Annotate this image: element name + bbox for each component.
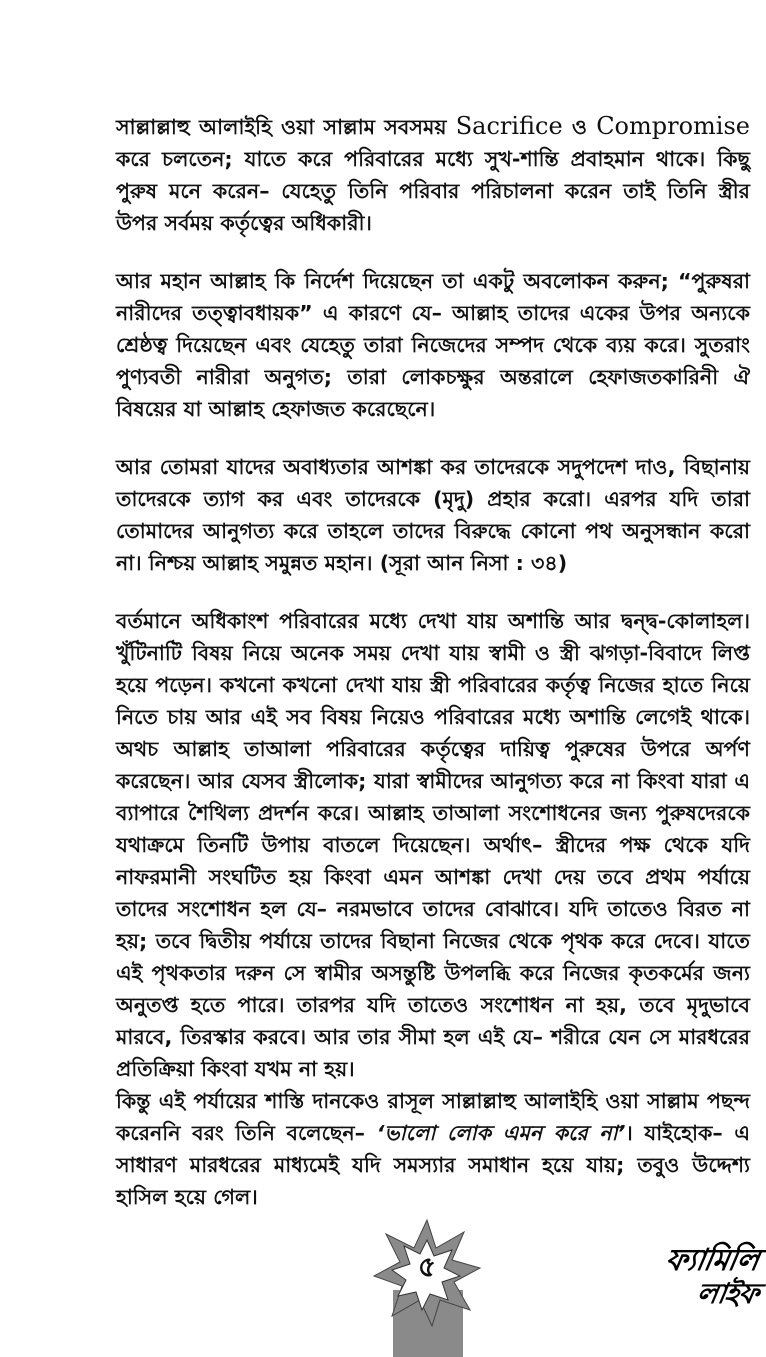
hadith-quote: ‘ভালো লোক এমন করে না’ xyxy=(376,1121,626,1145)
brand-logo xyxy=(648,1243,762,1320)
paragraph-5-part-1: কিন্তু এই পর্যায়ের শাস্তি দানকেও রাসূল সাল্লাল্লাহু আলাইহি ওয়া সাল্লাম পছন্দ করেননি বরং তিনি বলেছেন– xyxy=(116,1089,750,1145)
page-number: ৫ xyxy=(417,1250,437,1283)
brand-logo-line-1: ফ্যামিলি xyxy=(662,1243,762,1278)
paragraph-1-part-2: ও xyxy=(562,115,597,139)
paragraph-5-part-2: । যাইহোক– এ সাধারণ মারধরের মাধ্যমেই যদি সমস্যার সমাধান হয়ে যায়; তবুও উদ্দেশ্য হাসিল হয়ে গেল। xyxy=(116,1121,750,1209)
paragraph-1 xyxy=(116,110,750,239)
paragraph-4: বর্তমানে অধিকাংশ পরিবারের মধ্যে দেখা যায় অশান্তি আর দ্বন্দ্ব-কোলাহল। খুঁটিনাটি বিষয় নিয়ে অনেক সময় দেখা যায় স্বামী ও স্ত্রী ঝগড়া-বিবাদে লিপ্ত হয়ে পড়েন। কখনো কখনো দেখা যায় স্ত্রী পরিবারের কর্তৃত্ব নিজের হাতে নিয়ে নিতে চায় আর এই সব বিষয় নিয়েও পরিবারের মধ্যে অশান্তি লেগেই থাকে। অথচ আল্লাহ তাআলা পরিবারের কর্তৃত্বের দায়িত্ব পুরুষের উপরে অর্পণ করেছেন। আর যেসব স্ত্রীলোক; যারা স্বামীদের আনুগত্য করে না কিংবা যারা এ ব্যাপারে শৈথিল্য প্রদর্শন করে। আল্লাহ তাআলা সংশোধনের জন্য পুরুষদেরকে যথাক্রমে তিনটি উপায় বাতলে দিয়েছেন। অর্থাৎ– স্ত্রীদের পক্ষ থেকে যদি নাফরমানী সংঘটিত হয় কিংবা এমন আশঙ্কা দেখা দেয় তবে প্রথম পর্যায়ে তাদের সংশোধন হল যে– নরমভাবে তাদের বোঝাবে। যদি তাতেও বিরত না হয়; তবে দ্বিতীয় পর্যায়ে তাদের বিছানা নিজের থেকে পৃথক করে দেবে। যাতে এই পৃথকতার দরুন সে স্বামীর অসন্তুষ্টি উপলব্ধি করে নিজের কৃতকর্মের জন্য অনুতপ্ত হতে পারে। তারপর যদি তাতেও সংশোধন না হয়, তবে মৃদুভাবে মারবে, তিরস্কার করবে। আর তার সীমা হল এই যে– শরীরে যেন সে মারধরের প্রতিক্রিয়া কিংবা যখম না হয়। xyxy=(116,609,750,1081)
paragraph-1-part-3: করে চলতেন; যাতে করে পরিবারের মধ্যে সুখ-শান্তি প্রবাহমান থাকে। কিছু পুরুষ মনে করেন– যেহেতু তিনি পরিবার পরিচালনা করেন তাই তিনি স্ত্রীর উপর সর্বময় কর্তৃত্বের অধিকারী। xyxy=(116,147,750,235)
term-sacrifice: Sacrifice xyxy=(455,112,563,140)
paragraph-5 xyxy=(116,1085,750,1213)
paragraph-2: আর মহান আল্লাহ কি নির্দেশ দিয়েছেন তা একটু অবলোকন করুন; “পুরুষরা নারীদের তত্ত্বাবধায়ক” এ কারণে যে– আল্লাহ তাদের একের উপর অন্যকে শ্রেষ্ঠত্ব দিয়েছেন এবং যেহেতু তারা নিজেদের সম্পদ থেকে ব্যয় করে। সুতরাং পুণ্যবতী নারীরা অনুগত; তারা লোকচক্ষুর অন্তরালে হেফাজতকারিনী ঐ বিষয়ের যা আল্লাহ হেফাজত করেছেনে। xyxy=(116,269,750,421)
term-compromise: Compromise xyxy=(596,112,750,140)
brand-logo-line-2: লাইফ xyxy=(694,1277,761,1310)
page-body xyxy=(116,110,750,1239)
paragraph-3-quran-quote: আর তোমরা যাদের অবাধ্যতার আশঙ্কা কর তাদেরকে সদুপদেশ দাও, বিছানায় তাদেরকে ত্যাগ কর এবং তাদেরকে (মৃদু) প্রহার করো। এরপর যদি তারা তোমাদের আনুগত্য করে তাহলে তাদের বিরুদ্ধে কোনো পথ অনুসন্ধান করো না। নিশ্চয় আল্লাহ সমুন্নত মহান। (সূরা আন নিসা : ৩৪) xyxy=(116,455,750,575)
paragraph-1-part-1: সাল্লাল্লাহু আলাইহি ওয়া সাল্লাম সবসময় xyxy=(116,115,456,139)
